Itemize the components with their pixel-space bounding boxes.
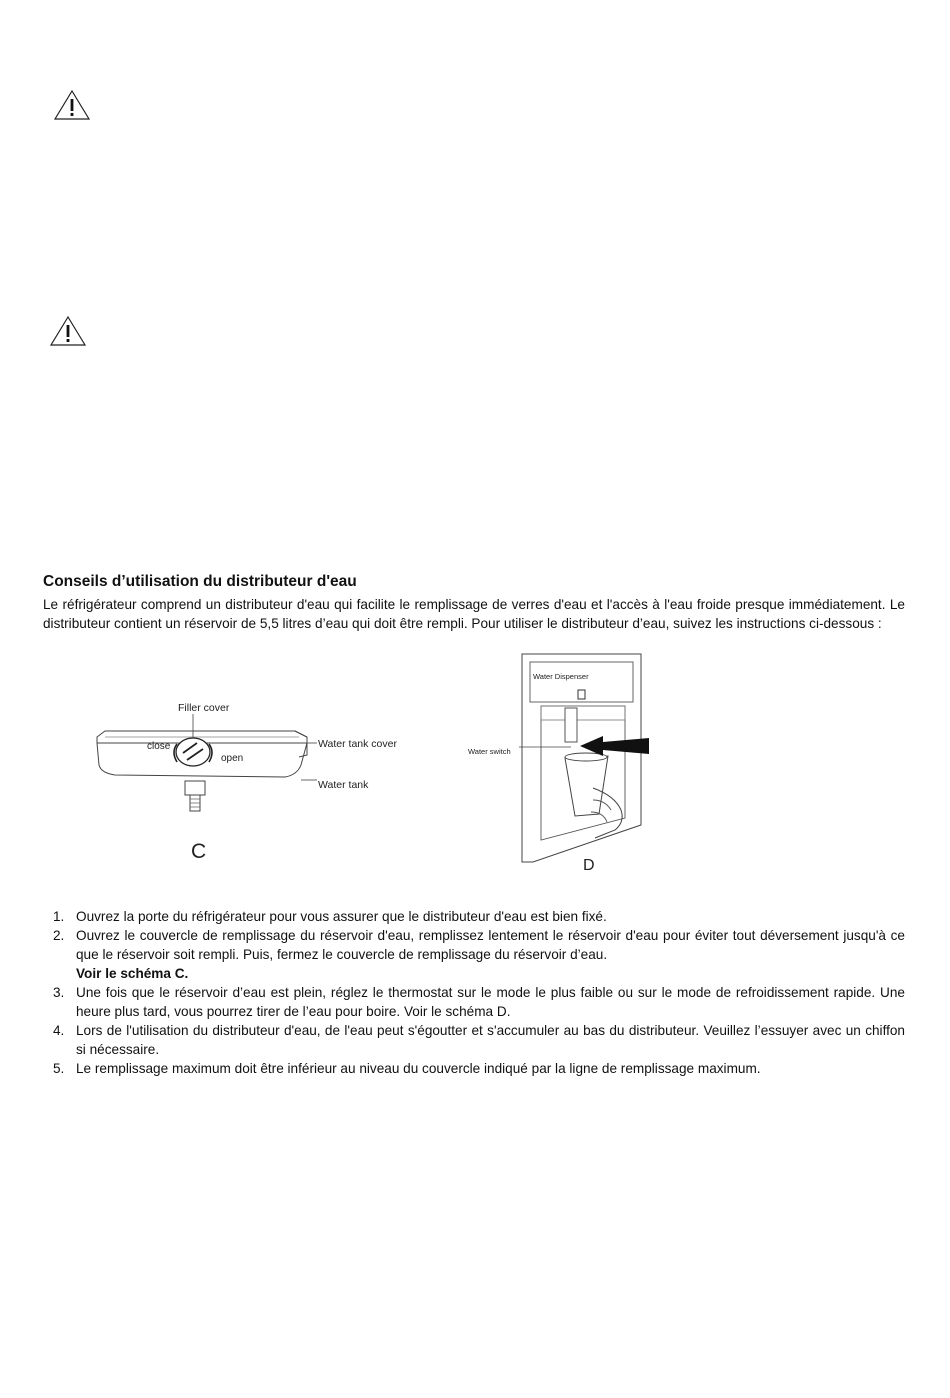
step-number: 2. — [53, 928, 65, 943]
water-dispenser-panel-label: Water Dispenser — [533, 672, 589, 681]
figure-c-water-tank — [85, 695, 430, 870]
close-label: close — [147, 741, 171, 752]
step-number: 4. — [53, 1023, 65, 1038]
step-text: Lors de l'utilisation du distributeur d'eau, de l'eau peut s'égoutter et s'accumuler au bas du distributeur. Veuillez l’essuyer avec un chiffon si nécessaire. — [76, 1023, 905, 1057]
warning-triangle-icon — [52, 88, 92, 122]
warning-triangle-icon — [48, 314, 88, 348]
intro-paragraph: Le réfrigérateur comprend un distributeur d'eau qui facilite le remplissage de verres d'eau et l'accès à l'eau froide presque immédiatement. Le distributeur contient un réservoir de 5,5 litres d’eau qui doit être rempli. Pour utiliser le distributeur d’eau, suivez les instructions ci-dessous : — [43, 597, 905, 631]
list-item — [43, 907, 905, 926]
step-number: 1. — [53, 909, 65, 924]
list-item — [43, 1021, 905, 1059]
figure-c-letter: C — [191, 840, 207, 863]
step-text: Ouvrez le couvercle de remplissage du réservoir d'eau, remplissez lentement le réservoir d'eau pour éviter tout déversement jusqu'à ce que le réservoir soit rempli. Puis, fermez le couvercle de remplissage du réservoir d’eau. — [76, 928, 905, 962]
open-label: open — [221, 753, 244, 764]
water-tank-cover-label: Water tank cover — [318, 738, 397, 750]
step-bold-reference: Voir le schéma C. — [76, 966, 189, 981]
figure-d-letter: D — [583, 857, 595, 874]
list-item — [43, 983, 905, 1021]
water-switch-label: Water switch — [468, 747, 511, 756]
list-item — [43, 1059, 905, 1078]
step-text: Ouvrez la porte du réfrigérateur pour vous assurer que le distributeur d'eau est bien fixé. — [76, 909, 607, 924]
step-text: Une fois que le réservoir d’eau est plein, réglez le thermostat sur le mode le plus faible ou sur le mode de refroidissement rapide. Une heure plus tard, vous pourrez tirer de l’eau pour boire. Voir le schéma D. — [76, 985, 905, 1019]
step-number: 3. — [53, 985, 65, 1000]
list-item — [43, 926, 905, 983]
step-number: 5. — [53, 1061, 65, 1076]
filler-cover-label: Filler cover — [178, 702, 230, 714]
step-text: Le remplissage maximum doit être inférieur au niveau du couvercle indiqué par la ligne de remplissage maximum. — [76, 1061, 761, 1076]
instruction-steps — [43, 907, 905, 1078]
section-title: Conseils d’utilisation du distributeur d'eau — [43, 573, 357, 590]
water-tank-label: Water tank — [318, 779, 369, 791]
figure-d-water-dispenser — [465, 650, 665, 875]
